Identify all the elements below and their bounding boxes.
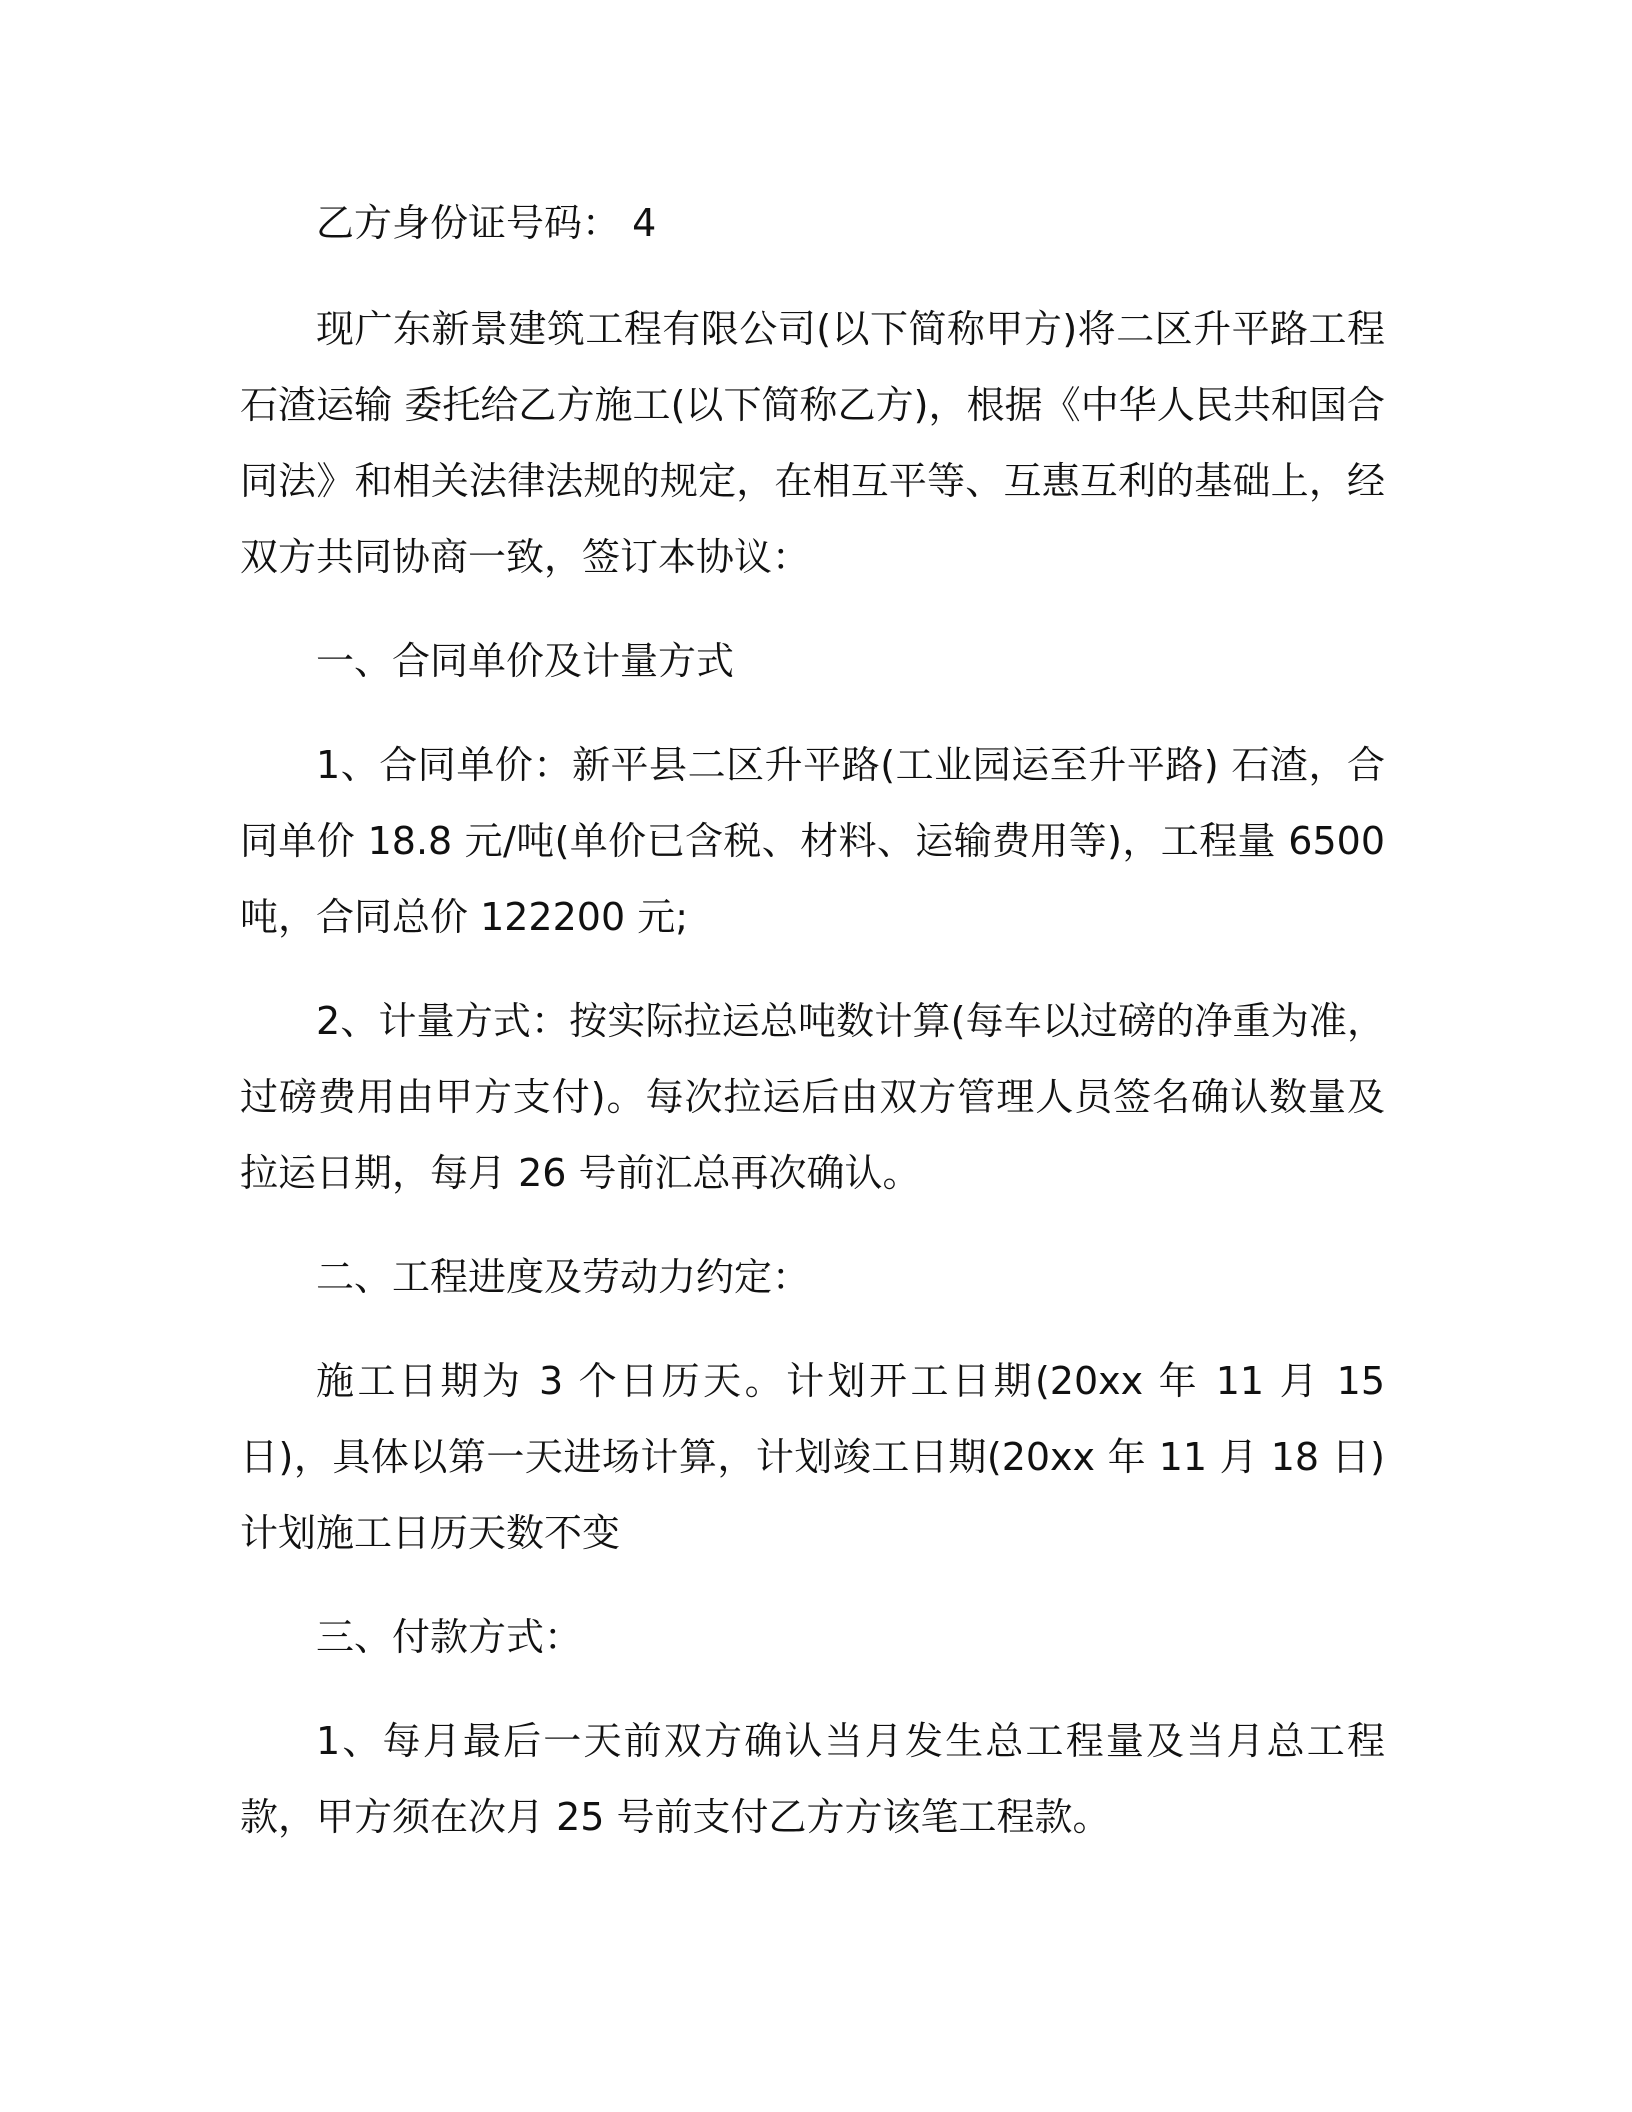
section-2-title: 二、工程进度及劳动力约定：	[316, 1255, 811, 1299]
document-body	[240, 185, 1385, 1883]
section-1-item-1: 1、合同单价：新平县二区升平路(工业园运至升平路) 石渣，合同单价 18.8 元/吨(单价已含税、材料、运输费用等)，工程量 6500 吨，合同总价 122200 元;	[240, 743, 1385, 939]
party-b-id-line: 乙方身份证号码： 4	[316, 201, 657, 245]
section-1-title: 一、合同单价及计量方式	[316, 639, 735, 683]
section-3-title: 三、付款方式：	[316, 1615, 583, 1659]
section-3-item-1: 1、每月最后一天前双方确认当月发生总工程量及当月总工程款，甲方须在次月 25 号前支付乙方方该笔工程款。	[240, 1719, 1385, 1839]
section-2-body: 施工日期为 3 个日历天。计划开工日期(20xx 年 11 月 15 日)，具体以第一天进场计算，计划竣工日期(20xx 年 11 月 18 日)计划施工日历天数不变	[240, 1359, 1385, 1555]
intro-paragraph: 现广东新景建筑工程有限公司(以下简称甲方)将二区升平路工程石渣运输 委托给乙方施工(以下简称乙方)，根据《中华人民共和国合同法》和相关法律法规的规定，在相互平等、互惠互利的基础上，经双方共同协商一致，签订本协议：	[240, 307, 1385, 579]
section-1-item-2: 2、计量方式：按实际拉运总吨数计算(每车以过磅的净重为准，过磅费用由甲方支付)。每次拉运后由双方管理人员签名确认数量及拉运日期，每月 26 号前汇总再次确认。	[240, 999, 1385, 1195]
